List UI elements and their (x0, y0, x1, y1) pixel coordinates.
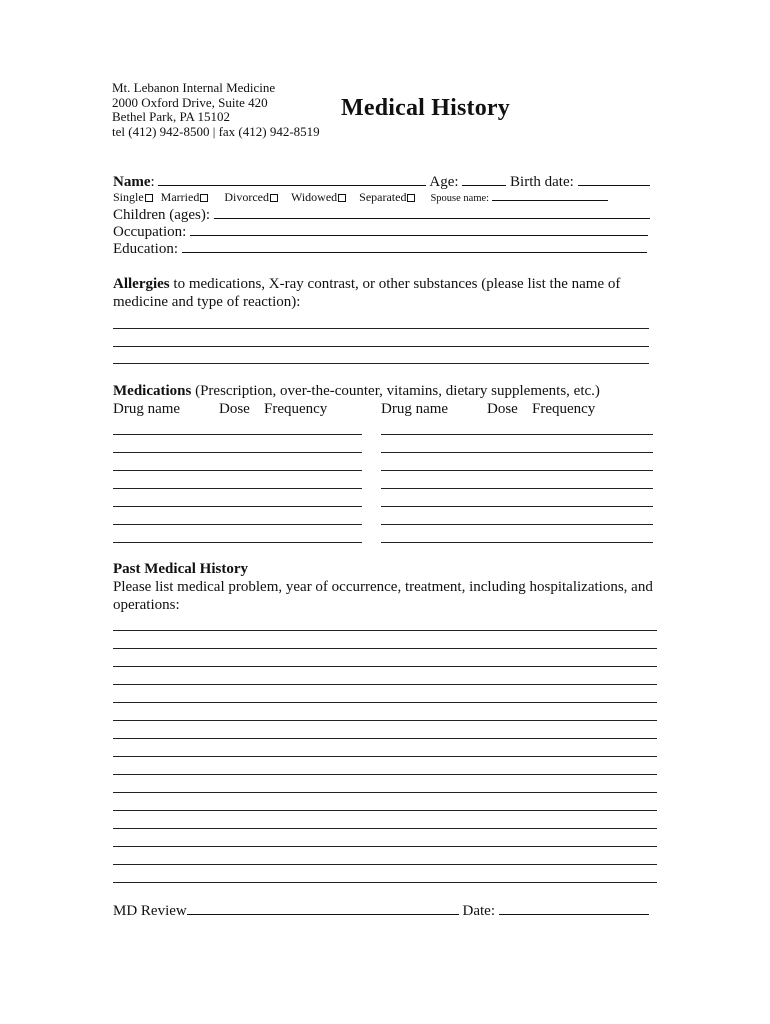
medication-line-left[interactable] (113, 506, 362, 507)
education-field[interactable] (182, 239, 647, 253)
medication-line-right[interactable] (381, 524, 653, 525)
past-history-text-2: operations: (113, 597, 180, 613)
widowed-checkbox[interactable] (338, 194, 346, 202)
allergies-text-2: medicine and type of reaction): (113, 294, 301, 310)
allergies-instructions (113, 276, 620, 311)
medication-line-right[interactable] (381, 506, 653, 507)
past-history-text: Please list medical problem, year of occurrence, treatment, including hospitalizations, and (113, 579, 653, 595)
med-col-dose-left: Dose (219, 401, 250, 417)
name-field[interactable] (158, 172, 426, 186)
past-history-heading: Past Medical History (113, 561, 248, 577)
single-checkbox[interactable] (145, 194, 153, 202)
past-history-line[interactable] (113, 792, 657, 793)
date-field[interactable] (499, 901, 649, 915)
name-colon: : (150, 174, 155, 190)
allergies-line[interactable] (113, 346, 649, 347)
medication-line-left[interactable] (113, 452, 362, 453)
medications-instructions (113, 383, 600, 400)
medication-line-left[interactable] (113, 542, 362, 543)
age-field[interactable] (462, 172, 506, 186)
marital-divorced[interactable] (224, 190, 278, 204)
married-checkbox[interactable] (200, 194, 208, 202)
page-title: Medical History (341, 95, 510, 121)
past-history-line[interactable] (113, 756, 657, 757)
date-label: Date: (462, 903, 495, 919)
med-col-dose-right: Dose (487, 401, 518, 417)
past-history-line[interactable] (113, 738, 657, 739)
birth-date-label: Birth date: (510, 174, 574, 190)
education-label: Education: (113, 241, 178, 257)
name-row (113, 172, 650, 191)
marital-widowed[interactable] (291, 190, 346, 204)
clinic-address (112, 81, 320, 139)
past-history-line[interactable] (113, 666, 657, 667)
medication-line-left[interactable] (113, 524, 362, 525)
clinic-street: 2000 Oxford Drive, Suite 420 (112, 94, 268, 110)
medication-line-right[interactable] (381, 434, 653, 435)
marital-separated[interactable] (359, 190, 415, 204)
spouse-name-label: Spouse name: (430, 193, 490, 204)
past-history-line[interactable] (113, 720, 657, 721)
single-label: Single (113, 190, 144, 204)
past-history-line[interactable] (113, 630, 657, 631)
divorced-checkbox[interactable] (270, 194, 278, 202)
med-col-frequency-left: Frequency (264, 401, 328, 417)
medication-line-right[interactable] (381, 488, 653, 489)
medications-text: (Prescription, over-the-counter, vitamins, dietary supplements, etc.) (191, 383, 600, 399)
allergies-text: to medications, X-ray contrast, or other substances (please list the name of (169, 276, 621, 292)
marital-married[interactable] (161, 190, 209, 204)
med-col-drug-right: Drug name (381, 401, 449, 417)
medication-line-right[interactable] (381, 452, 653, 453)
education-row (113, 239, 647, 258)
md-review-field[interactable] (187, 901, 459, 915)
past-history-instructions (113, 561, 653, 614)
medication-line-left[interactable] (113, 488, 362, 489)
medication-line-right[interactable] (381, 470, 653, 471)
medications-heading: Medications (113, 383, 192, 399)
med-col-drug-left: Drug name (113, 401, 181, 417)
spouse-name-field[interactable] (492, 190, 608, 201)
past-history-line[interactable] (113, 882, 657, 883)
married-label: Married (160, 190, 200, 204)
name-label: Name (113, 174, 151, 190)
allergies-line[interactable] (113, 328, 649, 329)
children-label: Children (ages): (113, 207, 211, 223)
occupation-label: Occupation: (113, 224, 187, 240)
clinic-phone-fax: tel (412) 942-8500 | fax (412) 942-8519 (112, 123, 320, 139)
allergies-line[interactable] (113, 363, 649, 364)
separated-checkbox[interactable] (407, 194, 415, 202)
age-label: Age: (429, 174, 459, 190)
past-history-line[interactable] (113, 702, 657, 703)
marital-status-row (113, 190, 608, 205)
past-history-line[interactable] (113, 846, 657, 847)
past-history-line[interactable] (113, 774, 657, 775)
medication-line-left[interactable] (113, 434, 362, 435)
past-history-line[interactable] (113, 810, 657, 811)
divorced-label: Divorced (224, 190, 269, 204)
widowed-label: Widowed (290, 190, 338, 204)
medication-line-left[interactable] (113, 470, 362, 471)
past-history-line[interactable] (113, 828, 657, 829)
separated-label: Separated (359, 190, 407, 204)
occupation-field[interactable] (190, 222, 648, 236)
marital-single[interactable] (113, 190, 153, 204)
medication-line-right[interactable] (381, 542, 653, 543)
past-history-line[interactable] (113, 684, 657, 685)
children-field[interactable] (214, 205, 650, 219)
md-review-row (113, 901, 649, 920)
past-history-line[interactable] (113, 648, 657, 649)
clinic-city: Bethel Park, PA 15102 (112, 109, 230, 124)
med-col-frequency-right: Frequency (532, 401, 596, 417)
md-review-label: MD Review (113, 903, 187, 919)
past-history-line[interactable] (113, 864, 657, 865)
allergies-heading: Allergies (113, 276, 170, 292)
birth-date-field[interactable] (578, 172, 650, 186)
clinic-name: Mt. Lebanon Internal Medicine (112, 80, 276, 95)
